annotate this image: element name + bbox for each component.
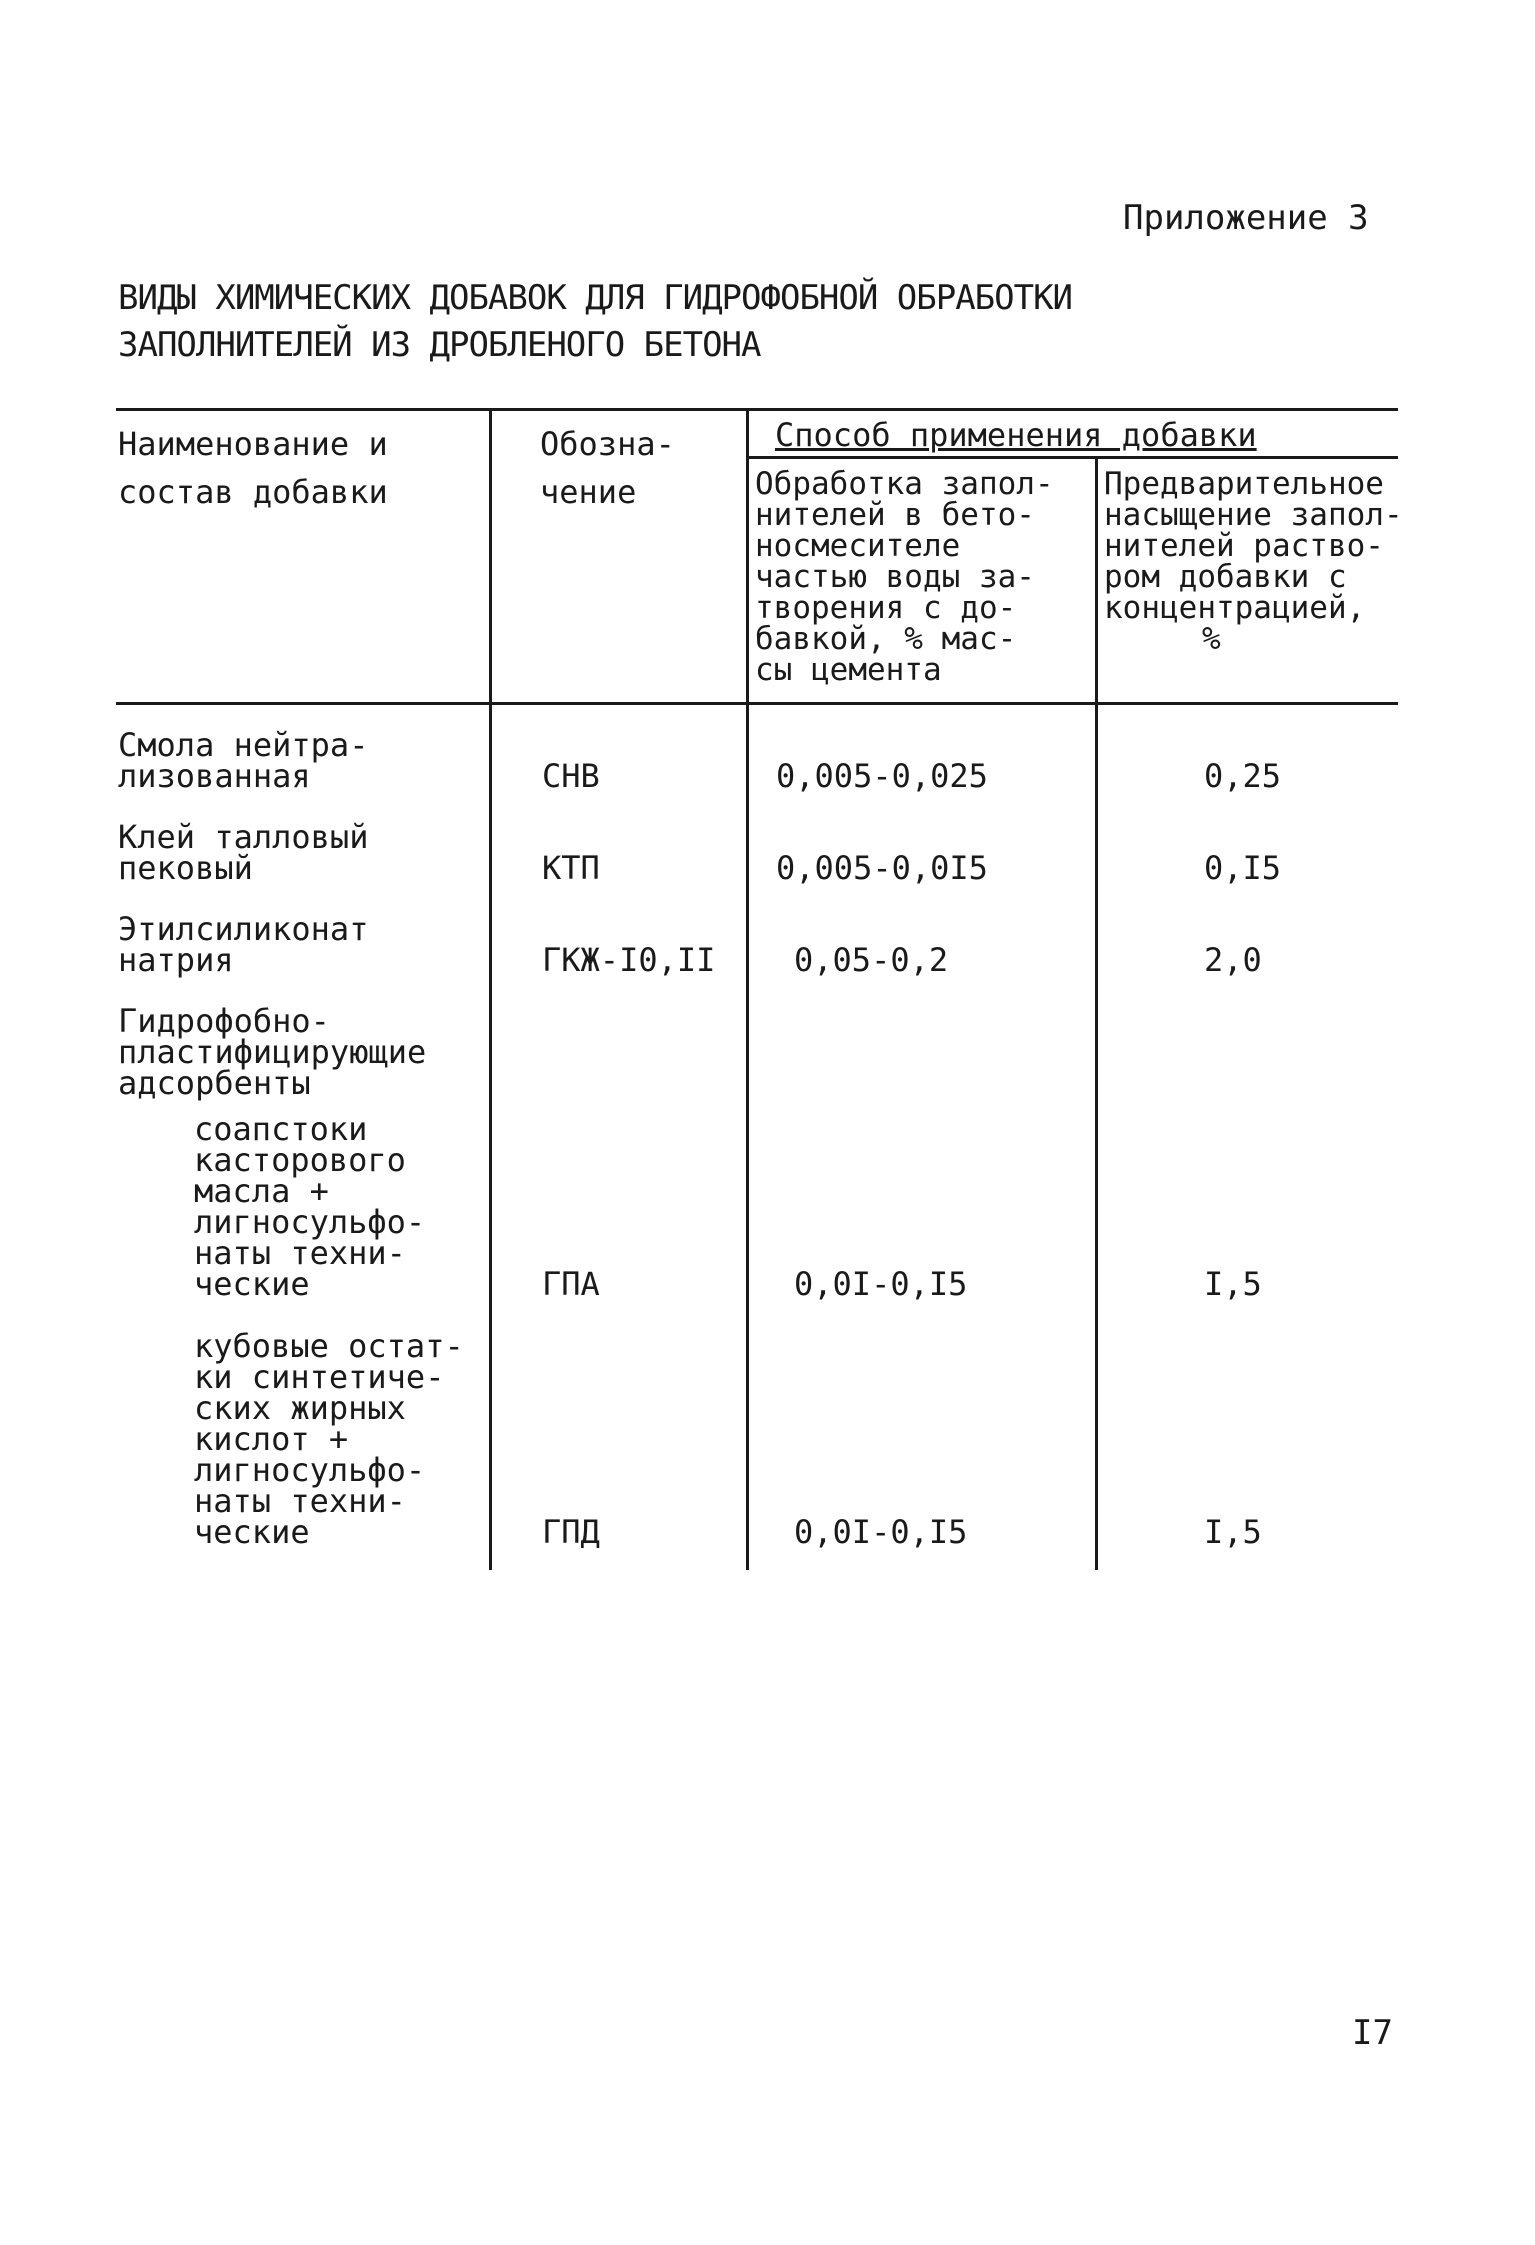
appendix-label: Приложение 3 (1123, 198, 1369, 238)
row-gpd-code: ГПД (542, 1513, 600, 1551)
row-gkzh-mixer: 0,05-0,2 (794, 941, 949, 979)
row-snv-presat: 0,25 (1204, 757, 1282, 795)
header-presaturation: Предварительное насыщение запол- нителей раство- ром добавки с концентрацией, % (1104, 466, 1403, 657)
row-gkzh-presat: 2,0 (1204, 941, 1262, 979)
row-gpa-name: соапстоки касторового масла + лигносульфо- наты техни- ческие (194, 1110, 426, 1303)
header-mixer: Обработка запол- нителей в бето- носмесителе частью воды за- творения с до- бавкой, % мас- сы цемента (755, 466, 1054, 688)
row-ktp-code: КТП (542, 849, 600, 887)
header-name: Наименование и состав добавки (118, 425, 388, 511)
row-gpd-name: кубовые остат- ки синтетиче- ских жирных кислот + лигносульфо- наты техни- ческие (194, 1327, 464, 1551)
row-gpd-mixer: 0,0I-0,I5 (794, 1513, 968, 1551)
header-code: Обозна- чение (540, 425, 675, 511)
row-gkzh-name: Этилсиликонат натрия (118, 910, 369, 979)
column-divider-3 (1095, 456, 1098, 1570)
row-snv-name: Смола нейтра- лизованная (118, 726, 369, 795)
row-snv-mixer: 0,005-0,025 (776, 757, 988, 795)
table-top-rule (116, 408, 1398, 411)
header-method: Способ применения добавки (775, 416, 1257, 454)
row-group-name: Гидрофобно- пластифицирующие адсорбенты (118, 1002, 427, 1102)
row-ktp-name: Клей талловый пековый (118, 818, 369, 887)
row-snv-code: СНВ (542, 757, 600, 795)
column-divider-2 (746, 408, 749, 1570)
row-gpa-presat: I,5 (1204, 1265, 1262, 1303)
method-header-rule (746, 456, 1398, 459)
row-gkzh-code: ГКЖ-I0,II (542, 941, 716, 979)
row-ktp-presat: 0,I5 (1204, 849, 1282, 887)
row-gpd-presat: I,5 (1204, 1513, 1262, 1551)
page-number: I7 (1352, 2013, 1393, 2053)
row-gpa-mixer: 0,0I-0,I5 (794, 1265, 968, 1303)
header-bottom-rule (116, 702, 1398, 705)
row-ktp-mixer: 0,005-0,0I5 (776, 849, 988, 887)
table-title-line-2: ЗАПОЛНИТЕЛЕЙ ИЗ ДРОБЛЕНОГО БЕТОНА (118, 325, 761, 365)
table-title-line-1: ВИДЫ ХИМИЧЕСКИХ ДОБАВОК ДЛЯ ГИДРОФОБНОЙ ОБРАБОТКИ (118, 278, 1073, 318)
column-divider-1 (489, 408, 492, 1570)
row-gpa-code: ГПА (542, 1265, 600, 1303)
